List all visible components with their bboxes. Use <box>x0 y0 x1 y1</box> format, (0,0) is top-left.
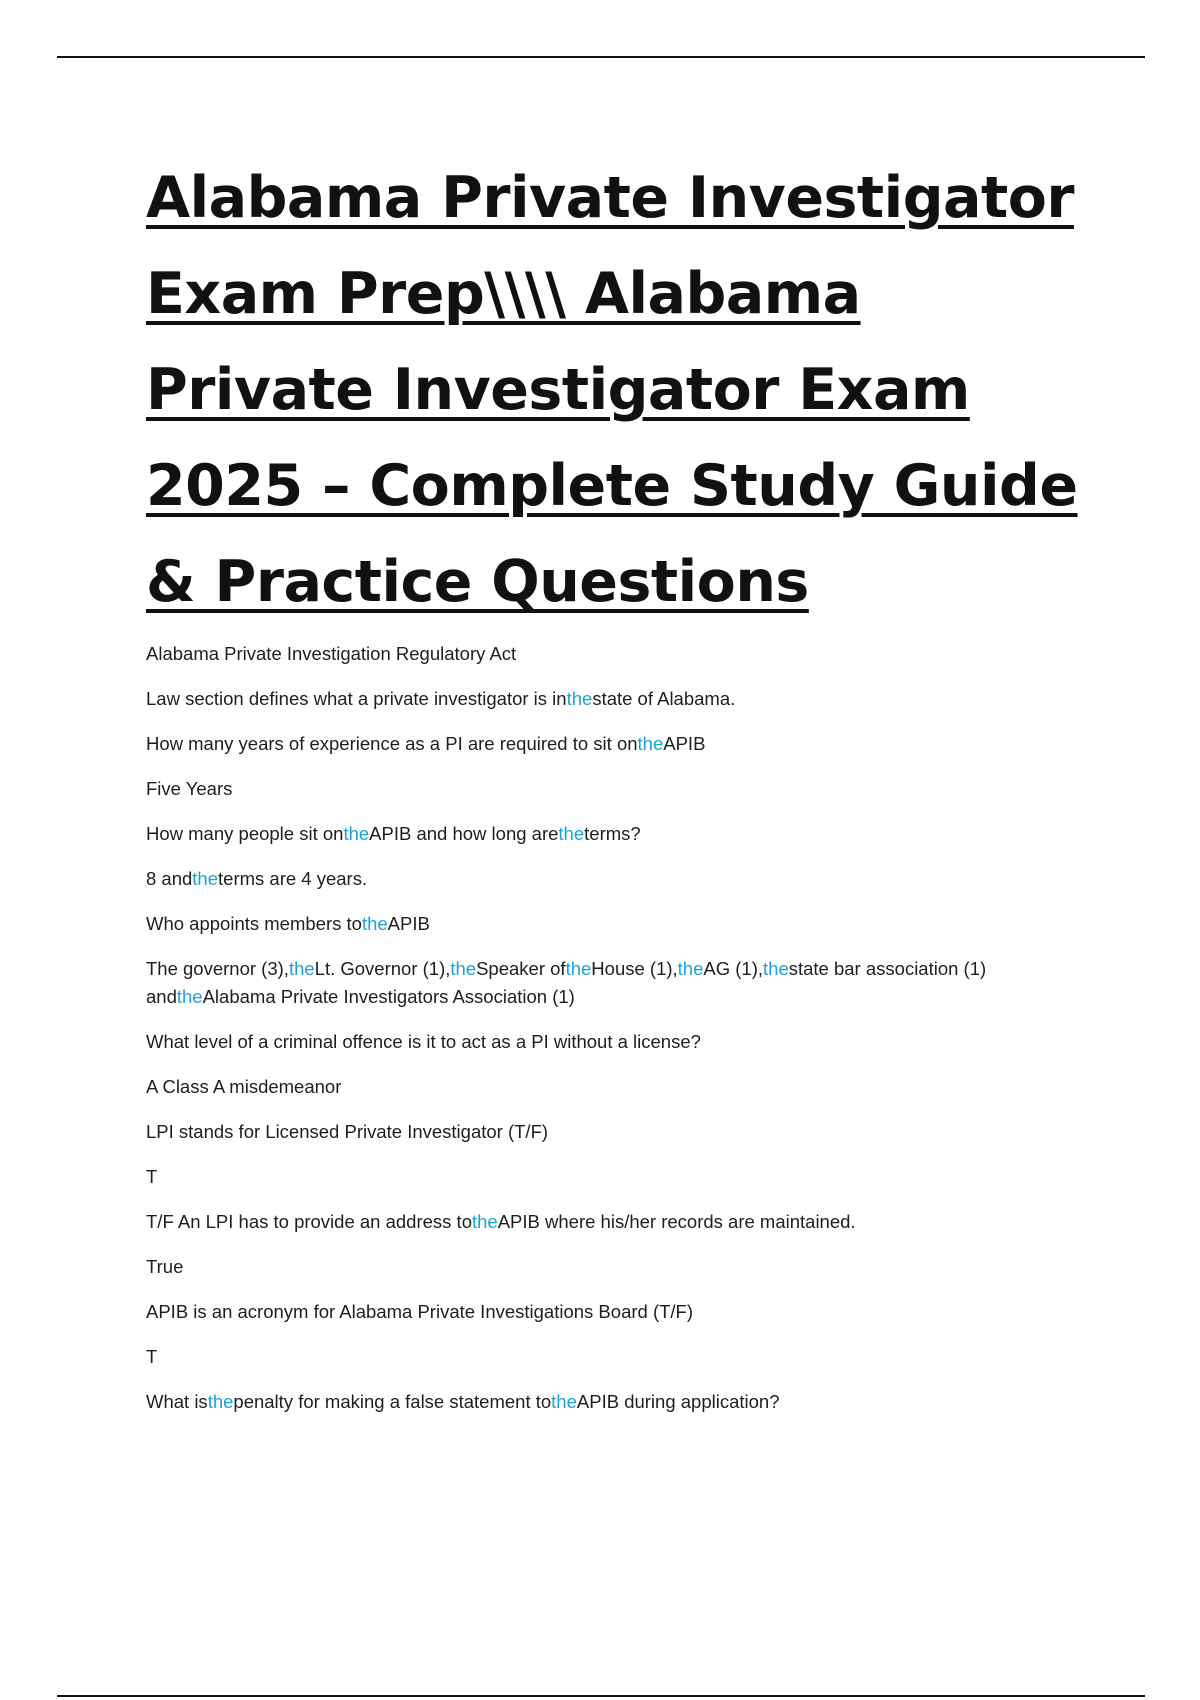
highlighted-word: the <box>763 958 789 979</box>
highlighted-word: the <box>637 733 664 754</box>
highlighted-word: the <box>551 1391 577 1412</box>
text-line <box>146 1253 1096 1281</box>
text-line <box>146 1208 1096 1236</box>
text-segment: True <box>146 1256 184 1277</box>
text-segment: APIB where his/her records are maintained. <box>497 1211 856 1232</box>
text-line <box>146 1073 1096 1101</box>
highlighted-word: the <box>207 1391 234 1412</box>
text-line <box>146 775 1096 803</box>
text-line <box>146 640 1096 668</box>
highlighted-word: the <box>565 958 592 979</box>
text-segment: APIB during application? <box>576 1391 780 1412</box>
text-segment: 8 and <box>146 868 193 889</box>
text-segment: Law section defines what a private investigator is in <box>146 688 567 709</box>
text-segment: T <box>146 1346 158 1367</box>
text-segment: What level of a criminal offence is it to act as a PI without a license? <box>146 1031 701 1052</box>
text-line <box>146 1388 1096 1416</box>
highlighted-word: the <box>176 986 203 1007</box>
text-segment: APIB <box>387 913 430 934</box>
text-segment: LPI stands for Licensed Private Investigator (T/F) <box>146 1121 549 1142</box>
text-segment: Who appoints members to <box>146 913 362 934</box>
text-segment: House (1), <box>591 958 678 979</box>
bottom-rule <box>57 1695 1145 1697</box>
text-segment: How many years of experience as a PI are required to sit on <box>146 733 638 754</box>
text-segment: Five Years <box>146 778 233 799</box>
text-line <box>146 1028 1096 1056</box>
document-body <box>146 640 1096 1433</box>
text-segment: What is <box>146 1391 208 1412</box>
text-line <box>146 820 1096 848</box>
text-segment: state bar association (1) and <box>146 958 987 1007</box>
highlighted-word: the <box>566 688 593 709</box>
text-segment: T <box>146 1166 158 1187</box>
highlighted-word: the <box>677 958 704 979</box>
text-segment: APIB is an acronym for Alabama Private Investigations Board (T/F) <box>146 1301 694 1322</box>
highlighted-word: the <box>192 868 219 889</box>
text-segment: Lt. Governor (1), <box>314 958 451 979</box>
text-segment: The governor (3), <box>146 958 289 979</box>
text-segment: penalty for making a false statement to <box>233 1391 552 1412</box>
text-segment: terms? <box>584 823 641 844</box>
text-line <box>146 685 1096 713</box>
text-line <box>146 1343 1096 1371</box>
text-line <box>146 955 1096 1011</box>
text-segment: APIB <box>663 733 706 754</box>
text-segment: Speaker of <box>476 958 566 979</box>
highlighted-word: the <box>343 823 370 844</box>
highlighted-word: the <box>288 958 315 979</box>
text-segment: Alabama Private Investigators Association (1) <box>202 986 575 1007</box>
text-segment: APIB and how long are <box>369 823 559 844</box>
text-segment: AG (1), <box>703 958 764 979</box>
text-line <box>146 1118 1096 1146</box>
highlighted-word: the <box>361 913 388 934</box>
document-title: Alabama Private Investigator Exam Prep\\\\ Alabama Private Investigator Exam 2025 – Complete Study Guide & Practice Questions <box>146 165 1078 615</box>
text-line <box>146 910 1096 938</box>
top-rule <box>57 56 1145 58</box>
text-segment: terms are 4 years. <box>218 868 368 889</box>
text-line <box>146 1298 1096 1326</box>
highlighted-word: the <box>472 1211 498 1232</box>
text-segment: How many people sit on <box>146 823 344 844</box>
text-segment: state of Alabama. <box>592 688 736 709</box>
text-line <box>146 730 1096 758</box>
highlighted-word: the <box>558 823 585 844</box>
text-line <box>146 1163 1096 1191</box>
text-segment: T/F An LPI has to provide an address to <box>146 1211 472 1232</box>
highlighted-word: the <box>450 958 477 979</box>
text-segment: A Class A misdemeanor <box>146 1076 342 1097</box>
text-line <box>146 865 1096 893</box>
text-segment: Alabama Private Investigation Regulatory Act <box>146 643 517 664</box>
